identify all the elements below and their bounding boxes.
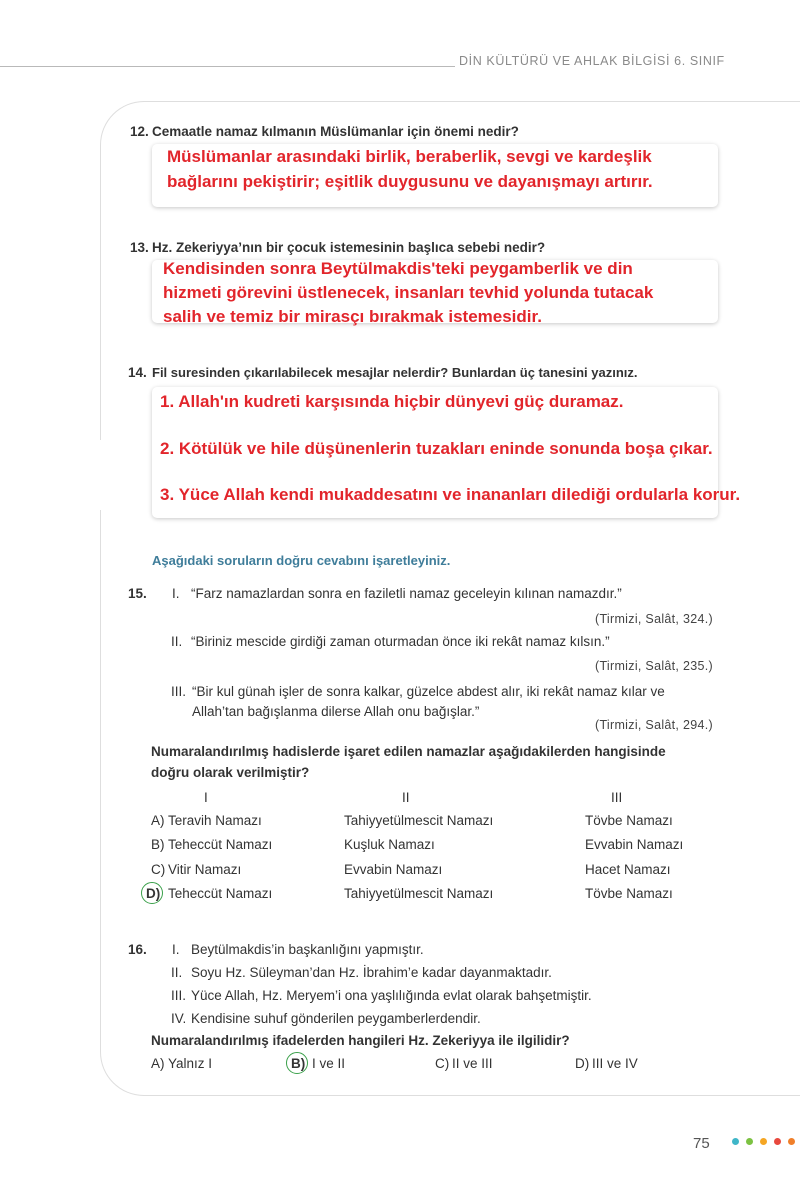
q15-number: 15. (128, 586, 147, 601)
q14-answer-line-2: 2. Kötülük ve hile düşünenlerin tuzakları eninde sonunda boşa çıkar. (160, 439, 713, 458)
q15-option-d-letter[interactable]: D) (146, 886, 161, 901)
q12-answer-line-2: bağlarını pekiştirir; eşitlik duygusunu ve dayanışmayı artırır. (167, 172, 653, 191)
q15-item-3-text-cont: Allah’tan bağışlanma dilerse Allah onu bağışlar.” (192, 704, 480, 719)
q16-option-c-text: II ve III (452, 1056, 493, 1071)
q13-answer-line-2: hizmeti görevini üstlenecek, insanları tevhid yolunda tutacak (163, 283, 654, 302)
footer-dot-1 (732, 1138, 739, 1145)
section-instruction: Aşağıdaki soruların doğru cevabını işaretleyiniz. (152, 553, 451, 568)
q13-answer-line-3: salih ve temiz bir mirasçı bırakmak istemesidir. (163, 307, 542, 326)
q16-item-3-text: Yüce Allah, Hz. Meryem’i ona yaşlılığında evlat olarak bahşetmiştir. (191, 988, 592, 1003)
q15-item-1-num: I. (172, 586, 180, 601)
q15-option-d-c2: Tahiyyetülmescit Namazı (344, 886, 494, 901)
q16-item-1-num: I. (172, 942, 180, 957)
q15-option-d-c3: Tövbe Namazı (585, 886, 673, 901)
q15-item-1-source: (Tirmizi, Salât, 324.) (595, 612, 713, 626)
q15-option-c-c3: Hacet Namazı (585, 862, 671, 877)
q16-number: 16. (128, 942, 147, 957)
q16-item-1-text: Beytülmakdis’in başkanlığını yapmıştır. (191, 942, 424, 957)
q15-option-c-letter[interactable]: C) (151, 862, 166, 877)
q15-option-b-c2: Kuşluk Namazı (344, 837, 435, 852)
frame-gap (95, 440, 105, 510)
q15-option-b-c1: Teheccüt Namazı (168, 837, 273, 852)
q12-question: Cemaatle namaz kılmanın Müslümanlar için önemi nedir? (152, 124, 519, 139)
q15-option-c-c1: Vitir Namazı (168, 862, 242, 877)
q15-option-d-c1: Teheccüt Namazı (168, 886, 273, 901)
q15-col-header-3: III (611, 790, 623, 805)
q16-item-4-num: IV. (171, 1011, 187, 1026)
q15-item-3-text: “Bir kul günah işler de sonra kalkar, güzelce abdest alır, iki rekât namaz kılar ve (192, 684, 665, 699)
q16-option-b-letter[interactable]: B) (291, 1056, 306, 1071)
q16-item-2-num: II. (171, 965, 183, 980)
q12-number: 12. (130, 124, 149, 139)
q13-question: Hz. Zekeriyya’nın bir çocuk istemesinin başlıca sebebi nedir? (152, 240, 546, 255)
q15-option-a-c2: Tahiyyetülmescit Namazı (344, 813, 494, 828)
q15-item-3-num: III. (171, 684, 187, 699)
q16-option-c-letter[interactable]: C) (435, 1056, 450, 1071)
q15-option-c-c2: Evvabin Namazı (344, 862, 443, 877)
q16-option-d-letter[interactable]: D) (575, 1056, 590, 1071)
q16-option-b-text: I ve II (312, 1056, 346, 1071)
page-number: 75 (693, 1135, 710, 1152)
footer-dot-2 (746, 1138, 753, 1145)
header-rule (0, 66, 455, 67)
q15-col-header-2: II (402, 790, 410, 805)
q16-question: Numaralandırılmış ifadelerden hangileri Hz. Zekeriyya ile ilgilidir? (151, 1033, 570, 1048)
q16-option-a-text: Yalnız I (168, 1056, 213, 1071)
q12-answer-line-1: Müslümanlar arasındaki birlik, beraberlik, sevgi ve kardeşlik (167, 147, 652, 166)
q15-item-2-text: “Biriniz mescide girdiği zaman oturmadan önce iki rekât namaz kılsın.” (191, 634, 610, 649)
q15-option-b-c3: Evvabin Namazı (585, 837, 684, 852)
q14-answer-line-1: 1. Allah'ın kudreti karşısında hiçbir dünyevi güç duramaz. (160, 392, 624, 411)
q16-item-2-text: Soyu Hz. Süleyman’dan Hz. İbrahim’e kadar dayanmaktadır. (191, 965, 552, 980)
footer-dot-3 (760, 1138, 767, 1145)
q14-number: 14. (128, 365, 147, 380)
q16-option-d-text: III ve IV (592, 1056, 638, 1071)
q15-item-2-source: (Tirmizi, Salât, 235.) (595, 659, 713, 673)
q13-number: 13. (130, 240, 149, 255)
q15-option-b-letter[interactable]: B) (151, 837, 165, 852)
header-title: DİN KÜLTÜRÜ VE AHLAK BİLGİSİ 6. SINIF (459, 54, 725, 68)
q16-item-3-num: III. (171, 988, 187, 1003)
q15-item-2-num: II. (171, 634, 183, 649)
q14-question: Fil suresinden çıkarılabilecek mesajlar nelerdir? Bunlardan üç tanesini yazınız. (152, 365, 638, 380)
q15-question-line-1: Numaralandırılmış hadislerde işaret edilen namazlar aşağıdakilerden hangisinde (151, 744, 666, 759)
footer-dot-4 (774, 1138, 781, 1145)
q14-answer-line-3: 3. Yüce Allah kendi mukaddesatını ve inananları dilediği ordularla korur. (160, 485, 741, 504)
q16-item-4-text: Kendisine suhuf gönderilen peygamberlerdendir. (191, 1011, 481, 1026)
q15-item-1-text: “Farz namazlardan sonra en faziletli namaz geceleyin kılınan namazdır.” (191, 586, 622, 601)
q15-question-line-2: doğru olarak verilmiştir? (151, 765, 310, 780)
q15-option-a-c1: Teravih Namazı (168, 813, 262, 828)
q15-option-a-letter[interactable]: A) (151, 813, 165, 828)
q15-option-a-c3: Tövbe Namazı (585, 813, 673, 828)
q15-col-header-1: I (204, 790, 208, 805)
q13-answer-line-1: Kendisinden sonra Beytülmakdis'teki peygamberlik ve din (163, 259, 633, 278)
q16-option-a-letter[interactable]: A) (151, 1056, 165, 1071)
footer-dot-5 (788, 1138, 795, 1145)
q15-item-3-source: (Tirmizi, Salât, 294.) (595, 718, 713, 732)
